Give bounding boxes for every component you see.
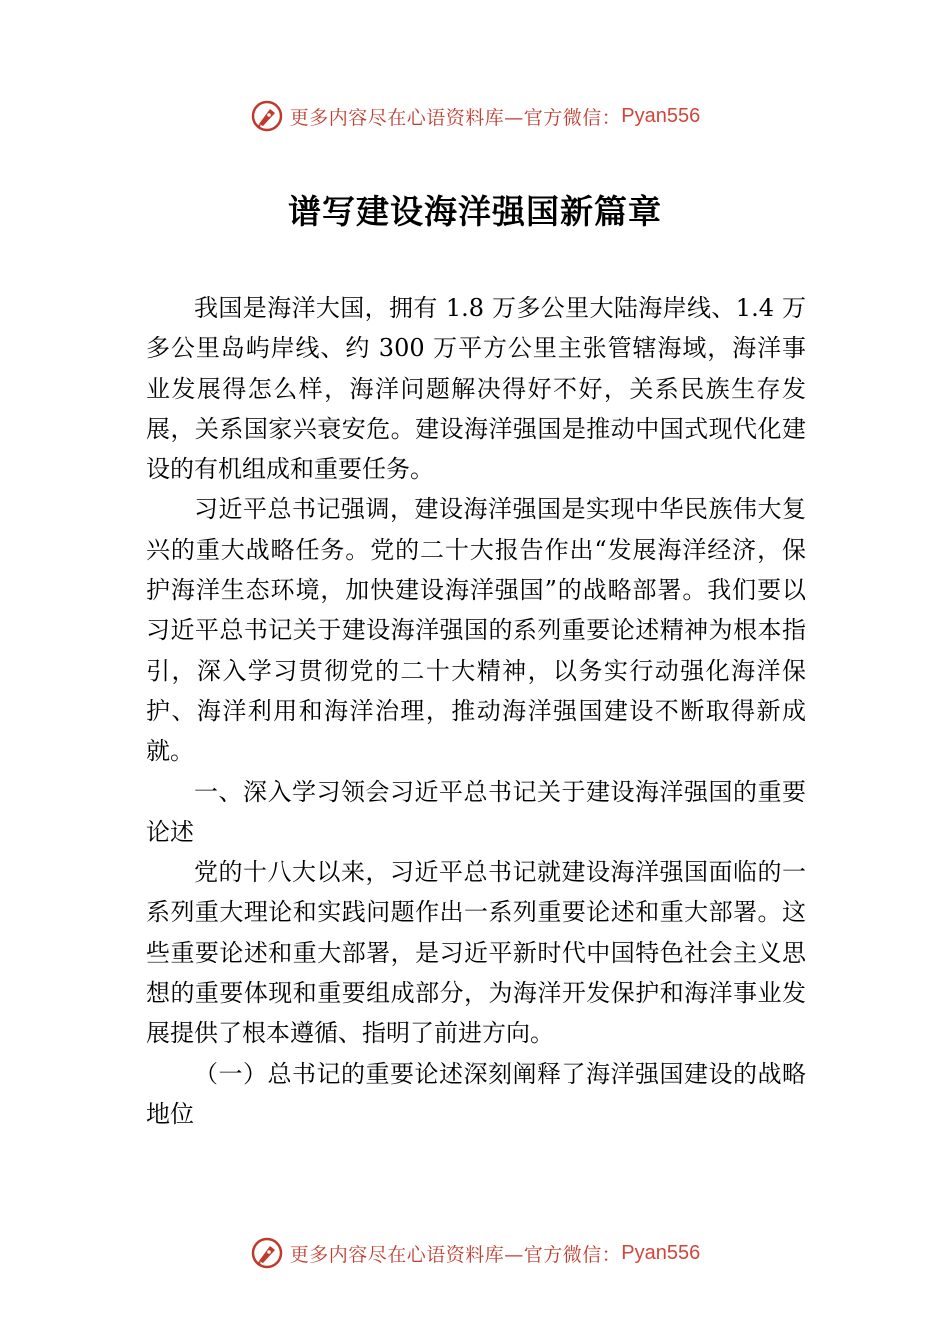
footer-watermark-banner (0, 1233, 950, 1273)
pen-nib-logo-icon (250, 99, 284, 133)
wechat-id: Pyan556 (621, 104, 701, 127)
pen-nib-logo-icon (250, 1236, 284, 1270)
section-heading-1: 一、深入学习领会习近平总书记关于建设海洋强国的重要论述 (146, 777, 806, 846)
watermark-text: 更多内容尽在心语资料库—官方微信： (289, 1243, 622, 1266)
paragraph-section-1: 党的十八大以来，习近平总书记就建设海洋强国面临的一系列重大理论和实践问题作出一系列重要论述和重大部署。这些重要论述和重大部署，是习近平新时代中国特色社会主义思想的重要体现和重要组成部分，为海洋开发保护和海洋事业发展提供了根本遵循、指明了前进方向。 (146, 858, 806, 1048)
watermark-text: 更多内容尽在心语资料库—官方微信： (289, 106, 622, 129)
paragraph-intro: 我国是海洋大国，拥有 1.8 万多公里大陆海岸线、1.4 万多公里岛屿岸线、约 300 万平方公里主张管辖海域，海洋事业发展得怎么样，海洋问题解决得好不好，关系民族生存发展，关系国家兴衰安危。建设海洋强国是推动中国式现代化建设的有机组成和重要任务。 (146, 294, 806, 484)
header-watermark-banner (0, 96, 950, 136)
wechat-id: Pyan556 (621, 1241, 701, 1264)
document-title: 谱写建设海洋强国新篇章 (288, 192, 662, 231)
subsection-heading-1: （一）总书记的重要论述深刻阐释了海洋强国建设的战略地位 (146, 1059, 806, 1128)
paragraph-strategy: 习近平总书记强调，建设海洋强国是实现中华民族伟大复兴的重大战略任务。党的二十大报告作出“发展海洋经济，保护海洋生态环境，加快建设海洋强国”的战略部署。我们要以习近平总书记关于建设海洋强国的系列重要论述精神为根本指引，深入学习贯彻党的二十大精神，以务实行动强化海洋保护、海洋利用和海洋治理，推动海洋强国建设不断取得新成就。 (146, 495, 806, 766)
document-body (146, 288, 806, 1134)
